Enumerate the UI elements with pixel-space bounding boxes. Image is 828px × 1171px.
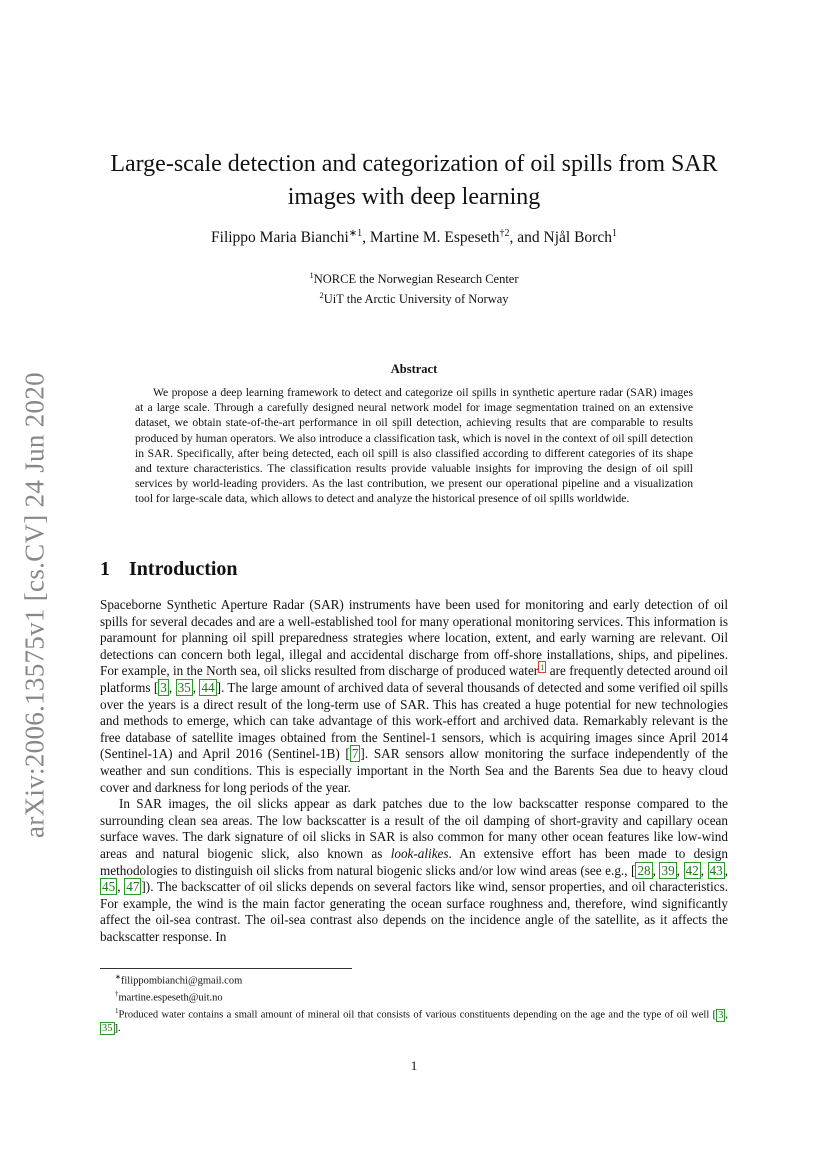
footnote-email[interactable]: filippombianchi@gmail.com (120, 975, 243, 987)
affiliation-marker: 1 (309, 270, 314, 280)
footnote-link[interactable]: 1 (540, 661, 545, 672)
affiliations (100, 267, 728, 307)
footnote-3 (100, 1005, 728, 1036)
citation-separator: , (168, 679, 176, 695)
citation-separator: , (192, 679, 200, 695)
body-text (100, 597, 728, 945)
section-heading (100, 558, 238, 581)
page-number: 1 (410, 1058, 418, 1073)
paragraph-1 (100, 597, 728, 796)
paper-title (100, 148, 728, 214)
author-marker: †2 (499, 228, 510, 239)
affiliation-2 (100, 287, 728, 307)
footnote-text: ]. (114, 1023, 121, 1035)
citation-link[interactable]: 28 (637, 862, 651, 878)
paragraph-text: . An extensive effort has been made to design methodologies to distinguish oil slicks from natural biogenic slicks and/or low wind areas (see e.g., [ (100, 845, 728, 878)
footnote-marker: ∗ (115, 973, 121, 981)
affiliation-marker: 2 (319, 290, 324, 301)
citation-separator: , (724, 862, 729, 878)
footnote-rule (100, 968, 352, 969)
paragraph-text: ]. SAR sensors allow monitoring the surface independently of the weather and sun conditions. This is especially important in the North Sea and the Barents Sea due to heavy cloud cover and darkness for long periods of the year. (100, 746, 728, 795)
citation-link[interactable]: 35 (102, 1023, 113, 1035)
author-borch: Njål Borch (543, 229, 612, 247)
citation-link[interactable]: 3 (160, 679, 167, 695)
citation-link[interactable]: 44 (201, 679, 215, 695)
emphasis-term: look-alikes (390, 845, 449, 861)
affiliation-text: NORCE the Norwegian Research Center (313, 272, 519, 287)
paragraph-text: ]. The large amount of archived data of several thousands of detected and some verified oil spills over the years is a direct result of the long-term use of SAR. This has created a huge potential for new technologies and methods to emerge, which can take advantage of this work-effort and archived data. Remarkably relevant is the free database of satellite images obtained from the Sentinel-1 sensors, which is acquiring images since April 2014 (Sentinel-1A) and April 2016 (Sentinel-1B) [ (100, 679, 729, 762)
footnote-text: Produced water contains a small amount of mineral oil that consists of various constituents depending on the age and the type of oil well [ (118, 1009, 717, 1021)
author-separator: , and (509, 229, 544, 247)
paragraph-2 (100, 796, 728, 945)
footnote-1 (100, 971, 728, 988)
footnote-2 (100, 988, 728, 1005)
author-marker: ∗1 (348, 228, 363, 239)
paragraph-text: are frequently detected around oil platforms [ (100, 663, 728, 695)
citation-separator: , (117, 879, 125, 895)
citation-link[interactable]: 39 (661, 862, 675, 878)
citation-separator: , (725, 1009, 728, 1021)
footnotes (100, 971, 728, 1036)
citation-link[interactable]: 3 (718, 1009, 724, 1021)
abstract-heading: Abstract (390, 362, 438, 376)
abstract-text: We propose a deep learning framework to detect and categorize oil spills in synthetic aperture radar (SAR) images at a large scale. Through a carefully designed neural network model for image segmentation trained on an extensive dataset, we obtain state-of-the-art performance in oil spill detection, achieving results that are comparable to results produced by human operators. We also introduce a classification task, which is novel in the context of oil spill detection in SAR. Specifically, after being detected, each oil spill is also classified according to different categories of its shape and texture characteristics. The classification results provide valuable insights for improving the design of oil spill services by world-leading providers. As the last contribution, we present our operational pipeline and a visualization tool for large-scale data, which allows to detect and analyze the historical presence of oil spills worldwide. (135, 386, 693, 506)
citation-link[interactable]: 35 (177, 679, 191, 695)
paragraph-text: Spaceborne Synthetic Aperture Radar (SAR) instruments have been used for monitoring and early detection of oil spills for several decades and are a well-established tool for many operational monitoring services. This information is paramount for planning oil spill preparedness strategies where location, extent, and early warning are relevant. Oil detections can concern both legal, illegal and accidental discharge from off-shore installations, ships, and pipelines. For example, in the North sea, oil slicks resulted from discharge of produced water (100, 597, 728, 679)
affiliation-text: UiT the Arctic University of Norway (323, 292, 509, 307)
author-bianchi: Filippo Maria Bianchi (211, 229, 349, 247)
section-number: 1 (100, 558, 110, 580)
citation-link[interactable]: 45 (102, 879, 116, 895)
arxiv-stamp-text: arXiv:2006.13575v1 [cs.CV] 24 Jun 2020 (19, 372, 50, 838)
affiliation-1 (100, 267, 728, 287)
citation-link[interactable]: 47 (126, 879, 140, 895)
author-list (100, 228, 728, 247)
section-title: Introduction (129, 558, 238, 580)
paragraph-text: ]). The backscatter of oil slicks depends on several factors like wind, sensor properties, and oil characteristics. For example, the wind is the main factor generating the ocean surface roughness and, therefore, wind significantly affect the oil-sea contrast. The oil-sea contrast also depends on the incidence angle of the satellite, as it affects the backscatter response. In (100, 879, 729, 944)
author-marker: 1 (611, 228, 617, 239)
footnote-marker: 1 (115, 1007, 119, 1016)
footnote-marker: † (115, 990, 119, 999)
title-line-1: Large-scale detection and categorization of oil spills from SAR (110, 151, 718, 177)
author-separator: , (362, 229, 370, 247)
author-espeseth: Martine M. Espeseth (369, 229, 500, 247)
footnote-email[interactable]: martine.espeseth@uit.no (118, 992, 223, 1004)
citation-separator: , (700, 862, 708, 878)
citation-link[interactable]: 43 (709, 862, 723, 878)
citation-separator: , (676, 862, 684, 878)
title-line-2: images with deep learning (287, 184, 541, 210)
citation-link[interactable]: 42 (685, 862, 699, 878)
paragraph-text: In SAR images, the oil slicks appear as dark patches due to the low backscatter response compared to the surrounding clean sea areas. The low backscatter is a result of the oil damping of short-gravity and capillary ocean surface waves. The dark signature of oil slicks in SAR is also common for many other ocean features like low-wind areas and natural biogenic slick, also known as (100, 796, 728, 861)
citation-separator: , (652, 862, 660, 878)
citation-link[interactable]: 7 (351, 746, 359, 762)
